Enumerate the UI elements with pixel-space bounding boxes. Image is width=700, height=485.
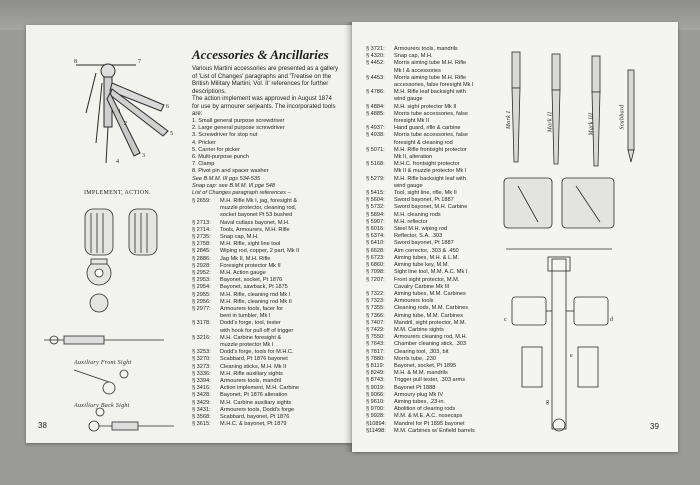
reference-entry: [366, 154, 475, 161]
reference-text: foresight & cleaning rod: [394, 139, 453, 146]
reference-text: Hand guard, rifle & carbine: [394, 125, 461, 132]
reference-entry: [366, 248, 475, 255]
reference-text: Mk II, alteration: [394, 154, 433, 161]
reference-text: M.H. Carbine auxiliary sights: [220, 399, 292, 406]
reference-entry: [192, 371, 299, 378]
reference-number: § 2886:: [192, 255, 211, 262]
reference-text: bent in tumbler, Mk I: [220, 313, 271, 320]
reference-text: Bayonet Pt 1888: [394, 384, 436, 391]
reference-text: Cleaning sticks, M.H. Mk II: [220, 363, 287, 370]
reference-text: Bayonet, socket, Pt 1895: [394, 362, 457, 369]
reference-text: Dodd's forge, tool, tester: [220, 320, 281, 327]
reference-text: Armourers tools, mandrils: [394, 46, 458, 52]
bayonet-label-3: Mark III: [588, 112, 595, 136]
reference-entry: [192, 198, 299, 205]
reference-number: § 4453:: [366, 74, 385, 81]
reference-text: socket bayonet Pt 53 bushed: [220, 212, 293, 219]
reference-text: M.H. Rifle leaf backsight with: [394, 89, 466, 96]
reference-text: Mandrel for Pt 1895 bayonet: [394, 420, 465, 427]
reference-entry: [366, 104, 475, 111]
reference-entry: [192, 356, 299, 363]
reference-text: M.H. Rifle, cleaning rod Mk II: [220, 298, 292, 305]
reference-text: Aim corrector, .303 & .450: [394, 247, 459, 254]
reference-text: Armoury plug Mk IV: [394, 391, 444, 398]
reference-text: Morris tube, .230: [394, 355, 436, 362]
reference-number: § 3253:: [192, 349, 211, 356]
reference-entry: [366, 406, 475, 413]
reference-text: Action implement, M.H. Carbine: [220, 385, 299, 392]
reference-entry: [192, 378, 299, 385]
reference-entry: [366, 190, 475, 197]
svg-text:8: 8: [74, 59, 77, 65]
reference-text: Bayonet, socket, Pt 1876: [220, 277, 283, 284]
reference-text: Tools, Armourers, M.H. Rifle: [220, 226, 290, 233]
scabbard-frog-illustration: [498, 172, 668, 237]
reference-number: § 7207:: [366, 276, 385, 283]
page-number: 38: [38, 421, 47, 430]
reference-number: § 9066:: [366, 391, 385, 398]
reference-number: § 3273:: [192, 363, 211, 370]
gauge-illustration: [81, 205, 181, 325]
svg-text:2: 2: [124, 121, 127, 127]
reference-text: muzzle protector, cleaning rod,: [220, 205, 297, 212]
reference-entry: [366, 284, 475, 291]
reference-text: Bayonet, sawback, Pt 1875: [220, 284, 288, 291]
reference-entry: [366, 320, 475, 327]
reference-number: § 8119:: [366, 362, 385, 369]
reference-text: M.M. Carbines w/ Enfield barrels: [394, 427, 475, 434]
reference-entry: [366, 82, 475, 89]
reference-entry: [192, 414, 299, 421]
reference-number: § 6016:: [366, 226, 385, 233]
reference-text: Aiming tubes, .23-in.: [394, 398, 445, 405]
reference-entry: [192, 270, 299, 277]
reference-entry: [366, 204, 475, 211]
reference-number: § 5168:: [366, 161, 385, 168]
reference-entry: [366, 399, 475, 406]
reference-text: M.M. Carbine sights: [394, 326, 444, 333]
reference-entry: [366, 277, 475, 284]
action-implement-illustration: [66, 53, 186, 183]
tools-list: [192, 118, 291, 197]
auxiliary-sight-illustration: [34, 330, 184, 440]
reference-number: §11498:: [366, 427, 386, 434]
reference-number: § 2659:: [192, 198, 211, 204]
reference-entry: [366, 341, 475, 348]
reference-number: § 4452:: [366, 60, 385, 67]
reference-number: § 6860:: [366, 262, 385, 269]
reference-text: Scabbard, bayonet, Pt 1876: [220, 414, 290, 421]
reference-number: § 3336:: [192, 370, 211, 377]
reference-entry: [192, 385, 299, 392]
reference-text: Reflector, S.A. .303: [394, 233, 443, 240]
reference-number: § 2713:: [192, 219, 211, 226]
reference-text: foresight Mk II: [394, 118, 430, 125]
svg-text:5: 5: [170, 131, 173, 137]
reference-text: Bayonet, Pt 1876 alteration: [220, 392, 288, 399]
reference-number: § 4885:: [366, 110, 385, 117]
reference-number: § 3270:: [192, 356, 211, 363]
reference-entry: [366, 370, 475, 377]
reference-text: M.H. Rifle, sight line tool: [220, 241, 281, 248]
reference-number: § 7355:: [366, 305, 385, 312]
reference-text: M.H. Rifle auxiliary sights: [220, 370, 283, 377]
reference-number: § 3429:: [192, 399, 211, 406]
reference-number: § 2845:: [192, 248, 211, 255]
reference-number: § 7429:: [366, 326, 385, 333]
bayonet-label-2: Mark II: [547, 111, 554, 133]
reference-text: Armourers tools, facer for: [220, 306, 284, 313]
svg-text:g: g: [546, 399, 549, 405]
reference-number: § 3431:: [192, 406, 211, 413]
list-item: 2. Large general purpose screwdriver: [192, 125, 285, 132]
reference-entry: [366, 212, 475, 219]
reference-entry: [366, 392, 475, 399]
svg-text:6: 6: [166, 104, 169, 110]
reference-entry: [192, 364, 299, 371]
reference-entry: [366, 363, 475, 370]
reference-text: Cavalry Carbine Mk III: [394, 283, 450, 290]
reference-number: § 5415:: [366, 190, 385, 197]
reference-entry: [192, 407, 299, 414]
list-item: 5. Carrier for picker: [192, 146, 240, 153]
reference-number: § 7643:: [366, 341, 385, 348]
reference-entry: [366, 413, 475, 420]
reference-text: M.H. Rifle backsight leaf with: [394, 175, 466, 182]
reference-number: § 7322:: [366, 290, 385, 297]
back-sight-caption: Auxiliary Back Sight: [74, 403, 130, 409]
reference-number: § 7407:: [366, 319, 385, 326]
reference-entry: [366, 219, 475, 226]
reference-entry: [192, 299, 299, 306]
svg-text:4: 4: [116, 159, 119, 165]
reference-text: Armourers cleaning rod, M.H.: [394, 334, 468, 341]
reference-text: Snap cap, M.H.: [394, 53, 433, 60]
reference-text: M.H. reflector: [394, 218, 428, 225]
reference-text: Sword bayonet, Pt 1887: [394, 240, 454, 247]
reference-number: § 7098:: [366, 269, 385, 276]
reference-entry: [366, 53, 475, 60]
reference-text: Steel M.H. wiping rod: [394, 226, 448, 233]
reference-text: Aiming tubes, M.M. Carbines: [394, 290, 466, 297]
reference-entry: [192, 392, 299, 399]
reference-number: § 9610:: [366, 398, 385, 405]
implement-paragraph: The action implement was approved in August 1874 for use by armourer serjeants. The incorporated tools are:: [192, 95, 336, 117]
reference-number: § 5907:: [366, 218, 385, 225]
reference-entry: [366, 377, 475, 384]
reference-number: § 7366:: [366, 312, 385, 319]
reference-entry: [366, 269, 475, 276]
reference-entry: [366, 147, 475, 154]
reference-text: Snap cap, M.H.: [220, 234, 259, 241]
reference-number: § 2952:: [192, 270, 211, 277]
reference-entry: [192, 234, 299, 241]
svg-text:c: c: [504, 317, 507, 323]
reference-number: § 3178:: [192, 320, 211, 327]
reference-entry: [192, 241, 299, 248]
reference-entry: [366, 46, 475, 53]
reference-entry: [192, 349, 299, 356]
reference-entry: [366, 176, 475, 183]
reference-entry: [366, 75, 475, 82]
reference-text: Armourers tools, Dodd's forge: [220, 406, 295, 413]
reference-number: § 4320:: [366, 53, 385, 60]
reference-number: § 4937:: [366, 125, 385, 132]
reference-number: § 3568:: [192, 414, 211, 421]
reference-text: Trigger pull tester, .303 arms: [394, 377, 465, 384]
right-page: [352, 22, 678, 452]
reference-number: § 2956:: [192, 298, 211, 305]
reference-entry: [192, 421, 299, 428]
reference-number: § 2928:: [192, 262, 211, 269]
svg-text:1: 1: [118, 109, 121, 115]
svg-text:e: e: [570, 353, 573, 359]
reference-text: Morris tube accessories, false: [394, 132, 468, 139]
bayonet-illustration: [502, 44, 668, 184]
svg-text:3: 3: [142, 153, 145, 159]
reference-text: Mandril, sight protector, M.M.: [394, 319, 467, 326]
reference-entry: [366, 125, 475, 132]
reference-entry: [366, 327, 475, 334]
reference-entry: [192, 306, 299, 313]
reference-text: Sight line tool, M.M. A.C. Mk I: [394, 269, 468, 276]
reference-text: M.H. Rifle, cleaning rod Mk I: [220, 291, 291, 298]
reference-number: § 6723:: [366, 254, 385, 261]
action-caption: IMPLEMENT, ACTION.: [84, 190, 151, 196]
reference-entry: [192, 292, 299, 299]
reference-number: § 4938:: [366, 132, 385, 139]
reference-entry: [192, 248, 299, 255]
reference-text: Front sight protector, M.M.: [394, 276, 460, 283]
reference-text: Foresight protector Mk II: [220, 262, 281, 269]
reference-text: M.H. cleaning rods: [394, 211, 441, 218]
reference-entry: [366, 197, 475, 204]
reference-number: § 2714:: [192, 226, 211, 233]
reference-number: § 9928:: [366, 413, 385, 420]
reference-entry: [366, 161, 475, 168]
reference-entry: [366, 118, 475, 125]
reference-number: § 5071:: [366, 146, 385, 153]
reference-number: § 5894:: [366, 211, 385, 218]
reference-text: Morris tube accessories, false: [394, 110, 468, 117]
left-page: [26, 25, 352, 443]
see-reference: See B.M.M. III pgs 534-535: [192, 175, 261, 182]
reference-text: M.H.C. frontsight protector: [394, 161, 460, 168]
bayonet-label-4: Scabbard: [619, 104, 626, 130]
reference-text: Tool, sight line, rifle, Mk II: [394, 190, 457, 197]
reference-number: § 3428:: [192, 392, 211, 399]
page-title: Accessories & Ancillaries: [192, 47, 329, 62]
reference-text: Abolition of clearing rods: [394, 406, 456, 413]
reference-number: § 7817:: [366, 348, 385, 355]
reference-entry: [366, 96, 475, 103]
reference-entry: [192, 205, 299, 212]
reference-text: M.M. & M.E. A.C. nosecaps: [394, 413, 463, 420]
reference-number: § 3394:: [192, 378, 211, 385]
reference-entry: [366, 262, 475, 269]
reference-text: Armourers tools: [394, 298, 434, 305]
snap-cap-reference: Snap cap: see B.M.M. III pge 548: [192, 182, 276, 189]
reference-entry: [366, 89, 475, 96]
reference-text: Dodd's forge, tools for M.H.C.: [220, 349, 294, 356]
reference-entry: [366, 240, 475, 247]
reference-number: § 2977:: [192, 306, 211, 313]
svg-text:7: 7: [138, 59, 141, 65]
list-item: 4. Pricker: [192, 139, 216, 146]
reference-entry: [192, 320, 299, 327]
reference-text: M.H. Carbine foresight &: [220, 334, 282, 341]
page-number: 39: [650, 422, 659, 431]
reference-text: Naval cutlass bayonet, M.H.: [220, 219, 290, 226]
list-item: 1. Small general purpose screwdriver: [192, 118, 285, 124]
reference-entry: [192, 284, 299, 291]
reference-number: § 7323:: [366, 298, 385, 305]
reference-text: M.H. & M.M. mandrils: [394, 370, 448, 377]
reference-entry: [192, 220, 299, 227]
reference-number: § 2758:: [192, 241, 211, 248]
reference-number: § 5604:: [366, 197, 385, 204]
reference-number: § 2955:: [192, 291, 211, 298]
reference-number: § 2954:: [192, 284, 211, 291]
reference-text: Mk II & muzzle protector Mk I: [394, 168, 467, 175]
reference-number: § 6374:: [366, 233, 385, 240]
reference-number: § 3615:: [192, 421, 211, 428]
reference-number: § 5279:: [366, 175, 385, 182]
left-reference-list: [192, 198, 299, 429]
reference-text: Wiping rod, copper, 2 part, Mk II: [220, 248, 300, 255]
reference-number: § 8249:: [366, 370, 385, 377]
list-item: 7. Clamp: [192, 161, 215, 168]
reference-number: § 3721:: [366, 46, 385, 52]
reference-text: accessories, false foresight Mk I: [394, 82, 474, 89]
reference-number: § 6410:: [366, 240, 385, 247]
reference-entry: [192, 313, 299, 320]
reference-text: M.H. Action gauge: [220, 270, 266, 277]
reference-text: M.H. sight protector Mk II: [394, 103, 457, 110]
reference-entry: [366, 313, 475, 320]
reference-entry: [366, 385, 475, 392]
list-item: 6. Multi-purpose punch: [192, 154, 249, 161]
reference-number: §10894:: [366, 420, 387, 427]
reference-entry: [366, 183, 475, 190]
reference-number: § 4786:: [366, 89, 385, 96]
reference-entry: [366, 291, 475, 298]
reference-text: M.H. Rifle frontsight protector: [394, 146, 467, 153]
scabbard-drawing: [502, 247, 662, 442]
reference-number: § 3416:: [192, 385, 211, 392]
reference-entry: [192, 400, 299, 407]
reference-entry: [366, 60, 475, 67]
reference-entry: [366, 226, 475, 233]
reference-entry: [366, 111, 475, 118]
reference-text: Cleaning rods, M.M. Carbines: [394, 305, 468, 312]
reference-text: wind gauge: [394, 182, 423, 189]
right-reference-list: [366, 46, 475, 435]
reference-entry: [366, 168, 475, 175]
reference-entry: [192, 335, 299, 342]
reference-text: M.H.C. & bayonet, Pt 1879: [220, 421, 287, 428]
reference-entry: [366, 233, 475, 240]
reference-text: Morris aiming tube M.H. Rifle: [394, 74, 467, 81]
reference-number: § 4884:: [366, 103, 385, 110]
reference-text: Sword bayonet, Pt 1887: [394, 197, 454, 204]
reference-number: § 7880:: [366, 355, 385, 362]
reference-text: Morris aiming tube M.H. Rifle: [394, 60, 467, 67]
reference-entry: [366, 255, 475, 262]
reference-entry: [366, 334, 475, 341]
reference-entry: [366, 356, 475, 363]
reference-text: with hook for pull off of trigger: [220, 327, 294, 334]
reference-number: § 6628:: [366, 247, 385, 254]
reference-text: Aiming tube key, M.M.: [394, 262, 449, 269]
reference-text: Jag Mk II, M.H. Rifle: [220, 255, 271, 262]
list-item: 8. Pivot pin and spacer washer: [192, 168, 269, 175]
reference-entry: [192, 328, 299, 335]
reference-entry: [192, 277, 299, 284]
reference-entry: [192, 212, 299, 219]
front-sight-caption: Auxiliary Front Sight: [74, 360, 132, 366]
reference-entry: [366, 68, 475, 75]
reference-text: Mk I & accessories: [394, 67, 441, 74]
intro-paragraph: Various Martini accessories are presented as a gallery of 'List of Changes' paragraphs and 'Treatise on the British Military Martini, Vol. II' references for further descriptions.: [192, 65, 339, 95]
svg-text:d: d: [610, 317, 613, 323]
reference-entry: [366, 428, 475, 435]
reference-text: Sword bayonet, M.H. Carbine: [394, 204, 468, 211]
reference-number: § 8743:: [366, 377, 385, 384]
reference-text: Clearing tool, .303, bit: [394, 348, 449, 355]
reference-entry: [366, 421, 475, 428]
reference-text: Armourers tools, mandril: [220, 378, 281, 385]
bayonet-label-1: Mark I: [506, 110, 513, 130]
reference-entry: [192, 227, 299, 234]
reference-entry: [366, 349, 475, 356]
reference-number: § 9700:: [366, 406, 385, 413]
reference-number: § 2735:: [192, 234, 211, 241]
reference-text: wind gauge: [394, 96, 423, 103]
reference-text: Chamber cleaning stick, .303: [394, 341, 467, 348]
reference-number: § 5732:: [366, 204, 385, 211]
reference-text: Aiming tube, M.M. Carbines: [394, 312, 464, 319]
reference-number: § 9019:: [366, 384, 385, 391]
reference-entry: [366, 305, 475, 312]
reference-entry: [192, 342, 299, 349]
reference-entry: [192, 256, 299, 263]
reference-entry: [366, 298, 475, 305]
reference-number: § 2953:: [192, 277, 211, 284]
reference-entry: [366, 132, 475, 139]
reference-text: muzzle protector Mk I: [220, 342, 274, 349]
reference-number: § 3216:: [192, 334, 211, 341]
list-item: 3. Screwdriver for stop nut: [192, 132, 258, 139]
list-of-changes-heading: List of Changes paragraph references –: [192, 190, 291, 197]
reference-number: § 7550:: [366, 334, 385, 341]
reference-text: M.H. Rifle Mk I, jag, foresight &: [220, 198, 298, 204]
reference-text: Aiming tubes, M.H. & L.M.: [394, 254, 459, 261]
reference-entry: [192, 263, 299, 270]
reference-entry: [366, 140, 475, 147]
reference-text: Scabbard, Pt 1876 bayonet: [220, 356, 288, 363]
